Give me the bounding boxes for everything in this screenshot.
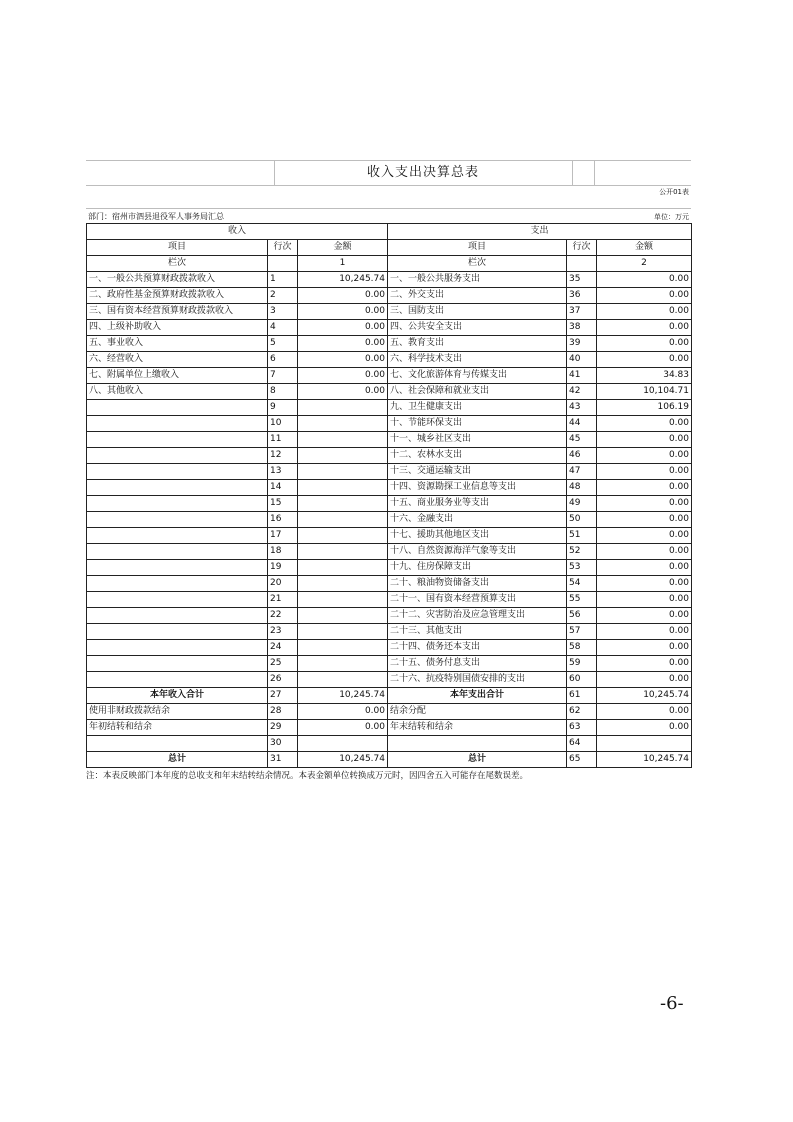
income-amount bbox=[298, 576, 388, 592]
table-row bbox=[87, 320, 692, 336]
expense-item: 年末结转和结余 bbox=[388, 720, 567, 736]
income-row-no: 5 bbox=[268, 336, 298, 352]
table-row bbox=[87, 432, 692, 448]
income-col-index: 1 bbox=[298, 256, 388, 272]
expense-amount: 10,245.74 bbox=[597, 752, 692, 768]
expense-row-no: 40 bbox=[567, 352, 597, 368]
income-amount bbox=[298, 496, 388, 512]
sheet bbox=[86, 160, 691, 783]
table-row bbox=[87, 304, 692, 320]
income-row-no: 20 bbox=[268, 576, 298, 592]
income-row-no: 14 bbox=[268, 480, 298, 496]
table-title: 收入支出决算总表 bbox=[366, 165, 479, 180]
expense-row-no: 46 bbox=[567, 448, 597, 464]
income-amount bbox=[298, 560, 388, 576]
section-header-row bbox=[87, 224, 692, 240]
table-row bbox=[87, 496, 692, 512]
table-row bbox=[87, 592, 692, 608]
table-row bbox=[87, 288, 692, 304]
income-row-no: 9 bbox=[268, 400, 298, 416]
income-row-no: 25 bbox=[268, 656, 298, 672]
expense-item: 二十二、灾害防治及应急管理支出 bbox=[388, 608, 567, 624]
table-row bbox=[87, 656, 692, 672]
income-amount: 0.00 bbox=[298, 368, 388, 384]
expense-amount: 0.00 bbox=[597, 720, 692, 736]
table-row bbox=[87, 624, 692, 640]
income-row-no: 28 bbox=[268, 704, 298, 720]
expense-item: 总计 bbox=[388, 752, 567, 768]
expense-item: 十五、商业服务业等支出 bbox=[388, 496, 567, 512]
expense-header: 支出 bbox=[388, 224, 692, 240]
expense-item: 六、科学技术支出 bbox=[388, 352, 567, 368]
income-item bbox=[87, 544, 268, 560]
table-row bbox=[87, 400, 692, 416]
expense-amount: 0.00 bbox=[597, 464, 692, 480]
expense-row-no: 64 bbox=[567, 736, 597, 752]
income-row-no: 27 bbox=[268, 688, 298, 704]
expense-row-no: 59 bbox=[567, 656, 597, 672]
income-item bbox=[87, 592, 268, 608]
expense-item bbox=[388, 736, 567, 752]
expense-item: 十三、交通运输支出 bbox=[388, 464, 567, 480]
income-amount bbox=[298, 624, 388, 640]
income-amount bbox=[298, 592, 388, 608]
expense-row-no: 37 bbox=[567, 304, 597, 320]
title-row bbox=[86, 160, 691, 185]
expense-row-no: 62 bbox=[567, 704, 597, 720]
income-row-no: 15 bbox=[268, 496, 298, 512]
income-amount bbox=[298, 656, 388, 672]
income-row-no: 31 bbox=[268, 752, 298, 768]
income-row-no: 1 bbox=[268, 272, 298, 288]
meta-row-2 bbox=[86, 208, 691, 223]
expense-row-no: 57 bbox=[567, 624, 597, 640]
table-row bbox=[87, 528, 692, 544]
expense-rowno-header: 行次 bbox=[567, 240, 597, 256]
expense-amount: 10,104.71 bbox=[597, 384, 692, 400]
expense-row-no: 54 bbox=[567, 576, 597, 592]
income-row-no: 11 bbox=[268, 432, 298, 448]
expense-item: 八、社会保障和就业支出 bbox=[388, 384, 567, 400]
table-row bbox=[87, 416, 692, 432]
income-item: 五、事业收入 bbox=[87, 336, 268, 352]
income-item bbox=[87, 400, 268, 416]
expense-item: 二十一、国有资本经营预算支出 bbox=[388, 592, 567, 608]
expense-amount: 0.00 bbox=[597, 352, 692, 368]
expense-item: 四、公共安全支出 bbox=[388, 320, 567, 336]
expense-row-no: 35 bbox=[567, 272, 597, 288]
expense-row-no: 47 bbox=[567, 464, 597, 480]
table-row bbox=[87, 720, 692, 736]
income-item bbox=[87, 528, 268, 544]
income-item: 七、附属单位上缴收入 bbox=[87, 368, 268, 384]
income-amount bbox=[298, 640, 388, 656]
table-row bbox=[87, 352, 692, 368]
table-note: 注：本表反映部门本年度的总收支和年末结转结余情况。本表金额单位转换成万元时，因四舍五入可能存在尾数误差。 bbox=[86, 771, 529, 781]
income-row-no: 19 bbox=[268, 560, 298, 576]
income-item bbox=[87, 480, 268, 496]
expense-amount: 0.00 bbox=[597, 544, 692, 560]
expense-amount: 34.83 bbox=[597, 368, 692, 384]
income-amount bbox=[298, 416, 388, 432]
expense-amount: 0.00 bbox=[597, 528, 692, 544]
expense-item: 本年支出合计 bbox=[388, 688, 567, 704]
expense-row-no: 61 bbox=[567, 688, 597, 704]
expense-amount: 0.00 bbox=[597, 304, 692, 320]
income-row-no: 10 bbox=[268, 416, 298, 432]
table-row bbox=[87, 464, 692, 480]
expense-amount: 0.00 bbox=[597, 608, 692, 624]
expense-row-no: 55 bbox=[567, 592, 597, 608]
column-index-row bbox=[87, 256, 692, 272]
expense-row-no: 45 bbox=[567, 432, 597, 448]
income-amount bbox=[298, 608, 388, 624]
income-amount bbox=[298, 528, 388, 544]
expense-row-no: 63 bbox=[567, 720, 597, 736]
expense-amount: 0.00 bbox=[597, 640, 692, 656]
income-item bbox=[87, 560, 268, 576]
expense-col-index: 2 bbox=[597, 256, 692, 272]
income-row-no: 18 bbox=[268, 544, 298, 560]
expense-row-no: 38 bbox=[567, 320, 597, 336]
expense-row-no: 56 bbox=[567, 608, 597, 624]
unit-label: 单位：万元 bbox=[654, 213, 689, 221]
expense-amount: 0.00 bbox=[597, 496, 692, 512]
income-amount bbox=[298, 448, 388, 464]
income-amount bbox=[298, 544, 388, 560]
income-row-no: 22 bbox=[268, 608, 298, 624]
income-row-no: 30 bbox=[268, 736, 298, 752]
table-row bbox=[87, 704, 692, 720]
expense-item: 二十六、抗疫特别国债安排的支出 bbox=[388, 672, 567, 688]
table-row bbox=[87, 576, 692, 592]
income-amount bbox=[298, 736, 388, 752]
expense-row-no: 43 bbox=[567, 400, 597, 416]
expense-column-label: 栏次 bbox=[388, 256, 567, 272]
expense-amount: 0.00 bbox=[597, 416, 692, 432]
income-amount: 10,245.74 bbox=[298, 272, 388, 288]
expense-amount: 0.00 bbox=[597, 560, 692, 576]
income-row-no: 16 bbox=[268, 512, 298, 528]
income-item bbox=[87, 656, 268, 672]
expense-item-header: 项目 bbox=[388, 240, 567, 256]
expense-amount: 0.00 bbox=[597, 672, 692, 688]
expense-amount: 0.00 bbox=[597, 320, 692, 336]
expense-amount: 0.00 bbox=[597, 592, 692, 608]
expense-amount: 0.00 bbox=[597, 512, 692, 528]
table-row bbox=[87, 560, 692, 576]
income-header: 收入 bbox=[87, 224, 388, 240]
expense-item: 十七、援助其他地区支出 bbox=[388, 528, 567, 544]
income-row-no: 6 bbox=[268, 352, 298, 368]
expense-item: 十六、金融支出 bbox=[388, 512, 567, 528]
income-amount: 0.00 bbox=[298, 352, 388, 368]
expense-item: 七、文化旅游体育与传媒支出 bbox=[388, 368, 567, 384]
expense-amount: 0.00 bbox=[597, 576, 692, 592]
income-amount: 10,245.74 bbox=[298, 752, 388, 768]
income-row-no: 23 bbox=[268, 624, 298, 640]
income-item bbox=[87, 736, 268, 752]
income-amount bbox=[298, 464, 388, 480]
table-row bbox=[87, 480, 692, 496]
income-row-no: 21 bbox=[268, 592, 298, 608]
income-amount-header: 金额 bbox=[298, 240, 388, 256]
income-amount: 10,245.74 bbox=[298, 688, 388, 704]
expense-item: 五、教育支出 bbox=[388, 336, 567, 352]
income-expense-table bbox=[86, 223, 692, 768]
expense-amount: 0.00 bbox=[597, 656, 692, 672]
table-row bbox=[87, 672, 692, 688]
income-item: 三、国有资本经营预算财政拨款收入 bbox=[87, 304, 268, 320]
expense-row-no: 36 bbox=[567, 288, 597, 304]
meta-row bbox=[86, 185, 691, 208]
income-item bbox=[87, 576, 268, 592]
expense-row-no: 65 bbox=[567, 752, 597, 768]
department-label: 部门：宿州市泗县退役军人事务局汇总 bbox=[88, 212, 224, 221]
expense-item: 一、一般公共服务支出 bbox=[388, 272, 567, 288]
income-amount: 0.00 bbox=[298, 288, 388, 304]
column-header-row bbox=[87, 240, 692, 256]
income-amount: 0.00 bbox=[298, 704, 388, 720]
income-amount: 0.00 bbox=[298, 384, 388, 400]
expense-item: 三、国防支出 bbox=[388, 304, 567, 320]
income-item: 八、其他收入 bbox=[87, 384, 268, 400]
expense-item: 二十三、其他支出 bbox=[388, 624, 567, 640]
total-row bbox=[87, 688, 692, 704]
expense-amount: 10,245.74 bbox=[597, 688, 692, 704]
expense-row-no: 50 bbox=[567, 512, 597, 528]
income-item bbox=[87, 512, 268, 528]
income-item: 一、一般公共预算财政拨款收入 bbox=[87, 272, 268, 288]
income-item bbox=[87, 640, 268, 656]
form-code: 公开01表 bbox=[659, 188, 689, 196]
expense-row-no: 41 bbox=[567, 368, 597, 384]
income-item bbox=[87, 624, 268, 640]
expense-amount: 0.00 bbox=[597, 288, 692, 304]
income-item-header: 项目 bbox=[87, 240, 268, 256]
table-row bbox=[87, 736, 692, 752]
income-item bbox=[87, 432, 268, 448]
expense-amount: 0.00 bbox=[597, 432, 692, 448]
income-item bbox=[87, 448, 268, 464]
income-item: 二、政府性基金预算财政拨款收入 bbox=[87, 288, 268, 304]
expense-item: 十九、住房保障支出 bbox=[388, 560, 567, 576]
income-row-no: 4 bbox=[268, 320, 298, 336]
expense-row-no: 60 bbox=[567, 672, 597, 688]
expense-item: 二十五、债务付息支出 bbox=[388, 656, 567, 672]
table-row bbox=[87, 272, 692, 288]
income-item: 四、上级补助收入 bbox=[87, 320, 268, 336]
income-row-no: 17 bbox=[268, 528, 298, 544]
expense-row-no: 48 bbox=[567, 480, 597, 496]
expense-row-no: 58 bbox=[567, 640, 597, 656]
income-row-no: 24 bbox=[268, 640, 298, 656]
income-item: 六、经营收入 bbox=[87, 352, 268, 368]
income-item bbox=[87, 416, 268, 432]
income-item bbox=[87, 608, 268, 624]
income-item bbox=[87, 672, 268, 688]
expense-row-no: 42 bbox=[567, 384, 597, 400]
table-row bbox=[87, 368, 692, 384]
income-row-no: 7 bbox=[268, 368, 298, 384]
expense-item: 二十四、债务还本支出 bbox=[388, 640, 567, 656]
income-amount bbox=[298, 432, 388, 448]
income-row-no: 3 bbox=[268, 304, 298, 320]
expense-row-no: 49 bbox=[567, 496, 597, 512]
income-item bbox=[87, 464, 268, 480]
expense-amount-header: 金额 bbox=[597, 240, 692, 256]
income-amount: 0.00 bbox=[298, 304, 388, 320]
expense-row-no: 53 bbox=[567, 560, 597, 576]
expense-amount: 0.00 bbox=[597, 704, 692, 720]
table-row bbox=[87, 336, 692, 352]
expense-amount: 0.00 bbox=[597, 448, 692, 464]
expense-row-no: 44 bbox=[567, 416, 597, 432]
table-row bbox=[87, 608, 692, 624]
expense-row-no: 51 bbox=[567, 528, 597, 544]
table-row bbox=[87, 448, 692, 464]
expense-row-no: 52 bbox=[567, 544, 597, 560]
expense-amount: 0.00 bbox=[597, 624, 692, 640]
income-row-no: 13 bbox=[268, 464, 298, 480]
income-amount: 0.00 bbox=[298, 336, 388, 352]
income-amount bbox=[298, 512, 388, 528]
table-row bbox=[87, 384, 692, 400]
income-amount bbox=[298, 672, 388, 688]
income-item: 使用非财政拨款结余 bbox=[87, 704, 268, 720]
table-row bbox=[87, 640, 692, 656]
expense-item: 十一、城乡社区支出 bbox=[388, 432, 567, 448]
total-row bbox=[87, 752, 692, 768]
income-column-label: 栏次 bbox=[87, 256, 268, 272]
expense-item: 二十、粮油物资储备支出 bbox=[388, 576, 567, 592]
income-row-no: 8 bbox=[268, 384, 298, 400]
expense-item: 二、外交支出 bbox=[388, 288, 567, 304]
income-amount: 0.00 bbox=[298, 320, 388, 336]
table-row bbox=[87, 512, 692, 528]
expense-row-no: 39 bbox=[567, 336, 597, 352]
expense-item: 九、卫生健康支出 bbox=[388, 400, 567, 416]
expense-amount: 106.19 bbox=[597, 400, 692, 416]
income-rowno-header: 行次 bbox=[268, 240, 298, 256]
income-item: 本年收入合计 bbox=[87, 688, 268, 704]
income-row-no: 12 bbox=[268, 448, 298, 464]
income-amount: 0.00 bbox=[298, 720, 388, 736]
income-item: 总计 bbox=[87, 752, 268, 768]
income-row-no: 2 bbox=[268, 288, 298, 304]
income-amount bbox=[298, 400, 388, 416]
income-item: 年初结转和结余 bbox=[87, 720, 268, 736]
income-row-no: 26 bbox=[268, 672, 298, 688]
income-amount bbox=[298, 480, 388, 496]
income-row-no: 29 bbox=[268, 720, 298, 736]
expense-amount: 0.00 bbox=[597, 272, 692, 288]
expense-item: 十四、资源勘探工业信息等支出 bbox=[388, 480, 567, 496]
expense-item: 十、节能环保支出 bbox=[388, 416, 567, 432]
expense-item: 十八、自然资源海洋气象等支出 bbox=[388, 544, 567, 560]
table-row bbox=[87, 544, 692, 560]
expense-amount bbox=[597, 736, 692, 752]
income-item bbox=[87, 496, 268, 512]
expense-item: 结余分配 bbox=[388, 704, 567, 720]
expense-amount: 0.00 bbox=[597, 336, 692, 352]
expense-item: 十二、农林水支出 bbox=[388, 448, 567, 464]
page-number: -6- bbox=[660, 993, 684, 1014]
expense-amount: 0.00 bbox=[597, 480, 692, 496]
